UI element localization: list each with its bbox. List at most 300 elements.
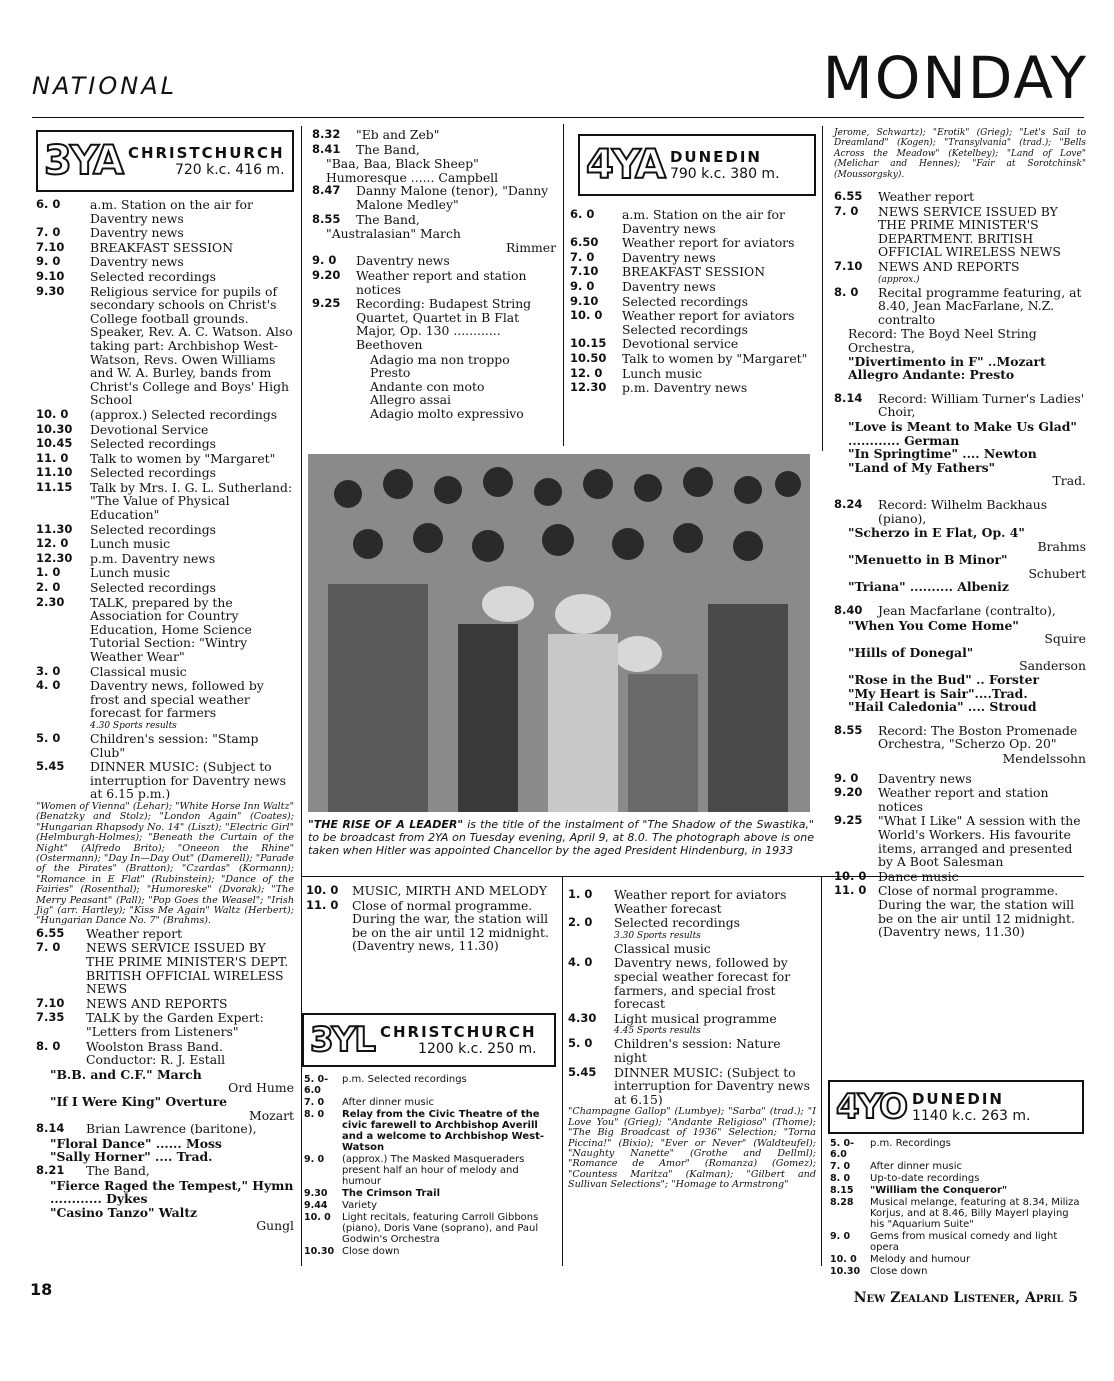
station-call-4ya: 4YA xyxy=(586,142,664,188)
schedule-time: 1. 0 xyxy=(36,565,61,580)
station-city-4ya: DUNEDIN xyxy=(669,148,762,166)
schedule-description: NEWS AND REPORTS xyxy=(86,995,228,1011)
page-number: 18 xyxy=(30,1280,53,1299)
schedule-time: 8. 0 xyxy=(36,1038,61,1053)
schedule-row xyxy=(304,1074,556,1096)
column-divider-2-top xyxy=(563,124,564,446)
schedule-time: 8.28 xyxy=(830,1197,854,1208)
column-divider-3 xyxy=(822,126,823,451)
station-freq-4yo: 1140 k.c. 263 m. xyxy=(911,1108,1031,1124)
composer: Rimmer xyxy=(505,239,556,255)
schedule-row xyxy=(36,665,294,679)
schedule-time: 7.10 xyxy=(36,995,65,1010)
column-divider-3b xyxy=(821,876,822,1266)
schedule-description: Lunch music xyxy=(622,365,703,381)
schedule-description: Lunch music xyxy=(90,565,171,581)
schedule-time: 11.30 xyxy=(36,521,73,536)
schedule-row xyxy=(304,1212,556,1245)
programme-item: "When You Come Home" xyxy=(848,617,1019,633)
schedule-time: 8.21 xyxy=(36,1162,65,1177)
composer: Mendelssohn xyxy=(1002,751,1086,766)
schedule-description: Gems from musical comedy and light opera xyxy=(870,1231,1058,1253)
schedule-time: 10. 0 xyxy=(304,1212,331,1223)
news-photograph xyxy=(308,454,810,812)
schedule-row xyxy=(834,260,1086,274)
schedule-time: 1. 0 xyxy=(568,887,593,901)
schedule-row xyxy=(36,466,294,480)
schedule-row xyxy=(568,931,816,941)
schedule-description: a.m. Station on the air for Daventry news xyxy=(90,197,253,226)
schedule-time: 8. 0 xyxy=(830,1173,851,1184)
schedule-time xyxy=(568,1026,614,1036)
schedule-row xyxy=(312,143,556,157)
schedule-time: 9.30 xyxy=(36,283,65,298)
schedule-description: Variety xyxy=(342,1200,378,1211)
column-divider-2 xyxy=(562,876,563,1266)
schedule-description: Jean Macfarlane (contralto), xyxy=(878,603,1056,619)
schedule-row xyxy=(304,1188,556,1199)
schedule-row xyxy=(830,1161,1084,1172)
schedule-row xyxy=(36,679,294,720)
schedule-time: 7. 0 xyxy=(834,203,859,218)
schedule-description: Classical music xyxy=(90,663,187,679)
schedule-row xyxy=(36,437,294,451)
schedule-description: The Crimson Trail xyxy=(342,1188,441,1199)
schedule-time: 8.14 xyxy=(36,1121,65,1136)
schedule-description: p.m. Daventry news xyxy=(622,380,748,396)
schedule-row xyxy=(36,1164,294,1178)
schedule-time: 10. 0 xyxy=(570,308,603,323)
schedule-row xyxy=(834,275,1086,285)
schedule-row xyxy=(834,205,1086,259)
schedule-time: 9. 0 xyxy=(36,254,61,269)
programme-item: Record: The Boyd Neel String Orchestra, xyxy=(848,326,1037,355)
schedule-time: 5.45 xyxy=(568,1064,597,1079)
schedule-description: 4.45 Sports results xyxy=(614,1026,701,1037)
schedule-time: 5. 0 xyxy=(568,1036,593,1051)
composer: Mozart xyxy=(249,1107,294,1123)
schedule-row xyxy=(36,537,294,551)
schedule-time: 10. 0 xyxy=(36,406,69,421)
schedule-row xyxy=(830,1197,1084,1230)
schedule-time: 2.30 xyxy=(36,594,65,609)
schedule-row xyxy=(36,226,294,240)
caption-title: "THE RISE OF A LEADER" xyxy=(308,818,464,831)
composer: Brahms xyxy=(1037,538,1086,554)
schedule-description: Weather report xyxy=(86,925,183,941)
column-4ya xyxy=(570,208,818,396)
movement-title: Adagio ma non troppo xyxy=(370,351,510,367)
schedule-time: 10.30 xyxy=(304,1246,335,1257)
schedule-row xyxy=(568,1026,816,1036)
schedule-time: 9.44 xyxy=(304,1200,328,1211)
schedule-time: 7.10 xyxy=(834,259,863,273)
programme-item: Allegro Andante: Presto xyxy=(848,367,1015,383)
schedule-description: MUSIC, MIRTH AND MELODY xyxy=(352,883,548,898)
schedule-description: NEWS SERVICE ISSUED BY THE PRIME MINISTER'S DEPT. BRITISH OFFICIAL WIRELESS NEWS xyxy=(86,940,289,997)
schedule-description: Record: The Boston Promenade Orchestra, "Scherzo Op. 20" xyxy=(878,722,1078,752)
schedule-time: 5. 0-6.0 xyxy=(830,1138,855,1160)
schedule-row xyxy=(36,596,294,664)
schedule-time: 9.30 xyxy=(304,1188,328,1199)
schedule-row xyxy=(36,270,294,284)
schedule-description: Light recitals, featuring Carroll Gibbons (piano), Doris Vane (soprano), and Paul Godwin's Orchestra xyxy=(342,1212,539,1245)
schedule-description: NEWS AND REPORTS xyxy=(878,259,1020,274)
schedule-description: Musical melange, featuring at 8.34, Miliza Korjus, and at 8.46, Billy Mayerl playing his "Aquarium Suite" xyxy=(870,1197,1080,1230)
schedule-description: Recording: Budapest String Quartet, Quartet in B Flat Major, Op. 130 ............ Beethoven xyxy=(356,296,532,352)
schedule-row xyxy=(570,367,818,381)
schedule-row xyxy=(570,337,818,351)
schedule-description: 4.30 Sports results xyxy=(90,720,177,731)
schedule-row xyxy=(304,1200,556,1211)
section-label: NATIONAL xyxy=(32,72,177,100)
programme-item: "Hail Caledonia" .... Stroud xyxy=(848,699,1037,715)
composer: Gungl xyxy=(256,1218,294,1234)
schedule-description: Brian Lawrence (baritone), xyxy=(86,1121,257,1137)
header-rule xyxy=(32,117,1084,118)
schedule-row xyxy=(568,1012,816,1026)
schedule-description: (approx.) xyxy=(878,274,920,285)
schedule-time: 8.41 xyxy=(312,141,341,156)
schedule-time: 9. 0 xyxy=(830,1231,851,1242)
programme-item: "Divertimento in F" ..Mozart xyxy=(848,353,1046,369)
programme-item: "In Springtime" .... Newton xyxy=(848,446,1037,462)
schedule-description: Daventry news xyxy=(878,770,972,786)
schedule-description: BREAKFAST SESSION xyxy=(90,239,234,255)
schedule-description: Daventry news xyxy=(622,278,716,294)
schedule-row xyxy=(568,916,816,930)
schedule-row xyxy=(36,241,294,255)
schedule-time: 8. 0 xyxy=(304,1109,325,1120)
schedule-time: 11. 0 xyxy=(36,450,69,465)
column-3ya-continued xyxy=(312,128,556,420)
schedule-description: Weather report and station notices xyxy=(878,785,1049,814)
schedule-time: 7.10 xyxy=(36,239,65,254)
schedule-row xyxy=(312,213,556,227)
programme-item: "Floral Dance" ...... Moss xyxy=(50,1135,222,1151)
schedule-description: Daventry news, followed by frost and special weather forecast for farmers xyxy=(90,678,264,721)
schedule-time: 6.50 xyxy=(570,235,599,250)
schedule-row xyxy=(830,1231,1084,1253)
station-call-4yo: 4YO xyxy=(836,1087,906,1127)
schedule-description: Dance music xyxy=(878,868,959,884)
schedule-description: Relay from the Civic Theatre of the civic farewell to Archbishop Averill and a welcome to Archbishop West-Watson xyxy=(342,1109,545,1153)
schedule-time: 8. 0 xyxy=(834,284,859,299)
schedule-description: Recital programme featuring, at 8.40, Jean MacFarlane, N.Z. contralto xyxy=(878,284,1082,327)
schedule-description: Close down xyxy=(870,1266,928,1277)
schedule-row xyxy=(304,1154,556,1187)
schedule-time: 9.20 xyxy=(834,785,863,800)
column-4yo xyxy=(830,1138,1084,1278)
schedule-description: (approx.) Selected recordings xyxy=(90,406,278,422)
schedule-description: The Band, xyxy=(86,1162,150,1178)
schedule-time: 10.15 xyxy=(570,336,607,351)
schedule-time: 9.25 xyxy=(312,296,341,311)
schedule-row xyxy=(36,581,294,595)
schedule-row xyxy=(312,254,556,268)
column-4ya-evening xyxy=(306,884,556,954)
schedule-description: Woolston Brass Band. Conductor: R. J. Estall xyxy=(86,1038,226,1068)
schedule-row xyxy=(36,1122,294,1136)
schedule-row xyxy=(830,1254,1084,1265)
schedule-row xyxy=(36,927,294,941)
schedule-time xyxy=(834,275,878,285)
schedule-row xyxy=(312,297,556,351)
composer: Sanderson xyxy=(1019,658,1086,674)
schedule-description: "What I Like" A session with the World's Workers. His favourite items, arranged and presented by A Boot Salesman xyxy=(878,813,1081,870)
schedule-time: 8.55 xyxy=(834,722,863,737)
schedule-description: Selected recordings xyxy=(90,465,216,481)
schedule-description: BREAKFAST SESSION xyxy=(622,264,766,280)
schedule-description: TALK by the Garden Expert: "Letters from Listeners" xyxy=(86,1010,264,1039)
schedule-row xyxy=(304,1097,556,1108)
schedule-row xyxy=(36,523,294,537)
schedule-row xyxy=(306,884,556,898)
column-divider-1 xyxy=(301,126,302,1266)
dinner-music-list: "Champagne Gallop" (Lumbye); "Sarba" (trad.); "I Love You" (Grieg); "Andante Religioso" (Thome); "The Big Broadcast of 1936" Selection; "Torna Piccina!" (Bixio); "Ever or Never" (Waldteufel); "Naughty Nanette" (Grothe and Dellml); "Romance de Amor" (Romanza) (Gomez); "Countess Maritza" (Kalman); "Gilbert and Sullivan Selections"; "Homage to Armstrong" xyxy=(568,1106,816,1191)
schedule-description: Danny Malone (tenor), "Danny Malone Medley" xyxy=(356,183,549,212)
schedule-row xyxy=(36,198,294,225)
schedule-row xyxy=(36,423,294,437)
column-4ya-afternoon xyxy=(568,888,816,1191)
schedule-time: 8.32 xyxy=(312,127,341,141)
schedule-row xyxy=(568,888,816,915)
schedule-time: 8.55 xyxy=(312,211,341,226)
schedule-time: 5. 0 xyxy=(36,730,61,745)
schedule-time: 7.10 xyxy=(570,264,599,279)
station-city-3yl: CHRISTCHURCH xyxy=(379,1023,537,1041)
schedule-row xyxy=(570,208,818,235)
schedule-time: 9.20 xyxy=(312,267,341,282)
schedule-description: Devotional service xyxy=(622,336,739,352)
schedule-row xyxy=(36,1040,294,1067)
programme-item: "Australasian" March xyxy=(326,226,461,242)
schedule-description: p.m. Selected recordings xyxy=(342,1074,467,1085)
station-city-3ya: CHRISTCHURCH xyxy=(127,144,285,162)
schedule-time: 3. 0 xyxy=(36,663,61,678)
column-3ya xyxy=(36,198,294,1233)
schedule-time: 10. 0 xyxy=(830,1254,857,1265)
station-freq-3yl: 1200 k.c. 250 m. xyxy=(418,1041,537,1057)
schedule-description: Light musical programme xyxy=(614,1010,777,1026)
movement-title: Andante con moto xyxy=(370,378,485,394)
schedule-time: 7. 0 xyxy=(36,225,61,240)
schedule-row xyxy=(568,1037,816,1064)
schedule-description: Selected recordings xyxy=(90,580,216,596)
schedule-row xyxy=(306,899,556,953)
schedule-time: 8.24 xyxy=(834,496,863,511)
caption-text: is the title of the instalment of "The Shadow of the Swastika," to be broadcast from 2YA on Tuesday evening, April 9, at 8.0. The photograph above is one taken when Hitler was appointed Chancellor by the aged President Hindenburg, in 1933 xyxy=(308,818,814,857)
schedule-row xyxy=(830,1173,1084,1184)
photo-caption xyxy=(308,818,814,857)
schedule-time: 6. 0 xyxy=(570,207,595,221)
station-logo-4yo xyxy=(828,1080,1084,1134)
schedule-time: 11. 0 xyxy=(834,883,867,898)
movement-title: Adagio molto expressivo xyxy=(370,405,524,421)
schedule-description: Talk by Mrs. I. G. L. Sutherland: "The Value of Physical Education" xyxy=(90,479,293,523)
schedule-description: DINNER MUSIC: (Subject to interruption for Daventry news at 6.15) xyxy=(614,1064,810,1107)
schedule-row xyxy=(570,352,818,366)
schedule-row xyxy=(304,1246,556,1257)
schedule-description: DINNER MUSIC: (Subject to interruption for Daventry news at 6.15 p.m.) xyxy=(90,759,286,802)
schedule-row xyxy=(568,1066,816,1107)
schedule-time: 8.40 xyxy=(834,603,863,618)
schedule-description: Selected recordings xyxy=(90,436,216,452)
schedule-description: NEWS SERVICE ISSUED BY THE PRIME MINISTER'S DEPARTMENT. BRITISH OFFICIAL WIRELESS NEWS xyxy=(878,203,1061,260)
schedule-row xyxy=(304,1109,556,1153)
schedule-description: a.m. Station on the air for Daventry news xyxy=(622,207,785,236)
schedule-row xyxy=(830,1266,1084,1277)
schedule-row xyxy=(834,604,1086,618)
schedule-description: TALK, prepared by the Association for Country Education, Home Science Tutorial Section: "Wintry Weather Wear" xyxy=(90,594,252,664)
schedule-description: Weather report xyxy=(878,189,975,205)
programme-item: "Land of My Fathers" xyxy=(848,459,996,475)
schedule-description: Selected recordings xyxy=(614,915,740,931)
programme-item: "B.B. and C.F." March xyxy=(50,1066,202,1082)
schedule-row xyxy=(570,309,818,336)
schedule-description: "William the Conqueror" xyxy=(870,1185,1008,1196)
schedule-row xyxy=(570,265,818,279)
schedule-row xyxy=(36,941,294,995)
schedule-time: 7. 0 xyxy=(304,1097,325,1108)
schedule-time: 10.30 xyxy=(830,1266,861,1277)
schedule-description: Weather report for aviators Weather forecast xyxy=(614,887,787,916)
page-title: MONDAY xyxy=(822,44,1088,112)
schedule-row xyxy=(36,552,294,566)
schedule-time: 4. 0 xyxy=(36,678,61,693)
programme-item: "My Heart is Sair"....Trad. xyxy=(848,685,1028,701)
schedule-time: 10.50 xyxy=(570,350,607,365)
schedule-description: Selected recordings xyxy=(90,268,216,284)
station-logo-3ya xyxy=(36,130,294,192)
schedule-row xyxy=(36,481,294,522)
schedule-row xyxy=(834,814,1086,868)
schedule-row xyxy=(834,724,1086,751)
schedule-row xyxy=(834,286,1086,327)
schedule-row xyxy=(36,452,294,466)
schedule-row xyxy=(830,1185,1084,1196)
schedule-time: 8.15 xyxy=(830,1185,854,1196)
schedule-time: 11.10 xyxy=(36,465,73,480)
schedule-time: 9. 0 xyxy=(570,278,595,293)
schedule-description: After dinner music xyxy=(870,1161,963,1172)
schedule-row xyxy=(36,760,294,801)
movement-title: Allegro assai xyxy=(370,392,451,408)
schedule-row xyxy=(36,997,294,1011)
schedule-description: Talk to women by "Margaret" xyxy=(90,450,276,466)
schedule-row xyxy=(568,956,816,1010)
schedule-description: Daventry news xyxy=(90,225,184,241)
schedule-row xyxy=(570,381,818,395)
schedule-time: 9. 0 xyxy=(312,253,337,268)
station-call-3ya: 3YA xyxy=(44,138,122,184)
composer: Squire xyxy=(1044,631,1086,647)
schedule-time: 12. 0 xyxy=(570,365,603,380)
schedule-row xyxy=(834,786,1086,813)
schedule-time: 7. 0 xyxy=(36,940,61,955)
schedule-row xyxy=(570,236,818,250)
schedule-time: 5. 0-6.0 xyxy=(304,1074,329,1096)
schedule-time xyxy=(568,942,614,956)
schedule-row xyxy=(36,566,294,580)
schedule-time: 10.45 xyxy=(36,436,73,451)
schedule-description: Weather report for aviators xyxy=(622,235,795,251)
schedule-description: Classical music xyxy=(614,940,711,956)
schedule-row xyxy=(834,884,1086,938)
programme-item: "Hills of Donegal" xyxy=(848,644,974,660)
programme-item: "Fierce Raged the Tempest," Hymn ............ Dykes xyxy=(50,1177,294,1207)
programme-item: "Rose in the Bud" .. Forster xyxy=(848,672,1040,688)
schedule-description: Up-to-date recordings xyxy=(870,1173,980,1184)
schedule-description: (approx.) The Masked Masqueraders present half an hour of melody and humour xyxy=(342,1154,525,1187)
schedule-time: 8.47 xyxy=(312,183,341,198)
schedule-description: Daventry news, followed by special weather forecast for farmers, and special frost forecast xyxy=(614,955,791,1012)
publication-footer: New Zealand Listener, April 5 xyxy=(853,1290,1078,1306)
schedule-description: "Eb and Zeb" xyxy=(356,127,440,142)
schedule-time: 9. 0 xyxy=(304,1154,325,1165)
schedule-time: 9.10 xyxy=(570,293,599,308)
schedule-row xyxy=(570,251,818,265)
schedule-description: The Band, xyxy=(356,141,420,157)
schedule-time: 9.10 xyxy=(36,268,65,283)
station-logo-3yl xyxy=(302,1013,556,1067)
schedule-row xyxy=(834,772,1086,786)
schedule-description: Close down xyxy=(342,1246,400,1257)
schedule-time: 11.15 xyxy=(36,479,73,494)
station-call-3yl: 3YL xyxy=(310,1020,374,1060)
schedule-row xyxy=(834,870,1086,884)
crowd-photo-illustration xyxy=(308,454,810,812)
schedule-time: 9. 0 xyxy=(834,770,859,785)
schedule-row xyxy=(36,255,294,269)
schedule-time: 6.55 xyxy=(36,925,65,940)
schedule-time: 12.30 xyxy=(570,380,607,395)
schedule-row xyxy=(570,295,818,309)
schedule-row xyxy=(830,1138,1084,1160)
programme-item: "Triana" .......... Albeniz xyxy=(848,579,1009,595)
schedule-description: Melody and humour xyxy=(870,1254,971,1265)
schedule-row xyxy=(36,408,294,422)
schedule-time: 12.30 xyxy=(36,550,73,565)
schedule-description: Daventry news xyxy=(622,249,716,265)
schedule-time: 7. 0 xyxy=(570,249,595,264)
dinner-music-list: "Women of Vienna" (Lehar); "White Horse Inn Waltz" (Benatzky and Stolz); "London Again" (Coates); "Hungarian Rhapsody No. 14" (Liszt); "Electric Girl" (Helmburgh-Holmes); "Beneath the Curtain of the Night" (Alfredo Brito); "Oneeon the Rhine" (Ostermann); "Day In—Day Out" (Damerell); "Parade of the Pirates" (Bratton); "Czardas" (Kormann); "Romance in E Flat" (Rubinstein); "Dance of the Fairies" (Rosenthal); "Humoreske" (Dvorak); "The Merry Peasant" (Pall); "Pop Goes the Weasel"; "Irish Jig" (arr. Hartley); "Kiss Me Again" Waltz (Herbert); "Hungarian Dance No. 7" (Brahms). xyxy=(36,800,294,927)
station-logo-4ya xyxy=(578,134,816,196)
schedule-description: The Band, xyxy=(356,211,420,227)
schedule-row xyxy=(834,498,1086,525)
movement-title: Presto xyxy=(370,365,411,381)
schedule-row xyxy=(36,732,294,759)
schedule-description: Weather report for aviators Selected recordings xyxy=(622,308,795,337)
schedule-row xyxy=(36,285,294,407)
schedule-time xyxy=(36,721,90,731)
schedule-description: Lunch music xyxy=(90,536,171,552)
schedule-time: 12. 0 xyxy=(36,536,69,551)
schedule-time: 4. 0 xyxy=(568,955,593,970)
schedule-time: 2. 0 xyxy=(568,915,593,930)
schedule-description: 3.30 Sports results xyxy=(614,930,701,941)
station-freq-4ya: 790 k.c. 380 m. xyxy=(669,166,780,182)
schedule-description: Children's session: Nature night xyxy=(614,1036,781,1065)
schedule-description: Record: Wilhelm Backhaus (piano), xyxy=(878,496,1048,526)
schedule-description: Close of normal programme. During the war, the station will be on the air until 12 midnight. (Daventry news, 11.30) xyxy=(352,897,549,954)
dinner-music-list: Jerome, Schwartz); "Erotik" (Grieg); "Let's Sail to Dreamland" (Kogen); "Transylvania" (trad.); "Bells Across the Meadow" (Ketelbey); "Land of Love" (Melichar and Hennes); "Fair at Sorotchinsk" (Moussorgsky). xyxy=(834,128,1086,180)
programme-item: "If I Were King" Overture xyxy=(50,1093,227,1109)
schedule-row xyxy=(570,280,818,294)
schedule-time: 2. 0 xyxy=(36,580,61,595)
schedule-description: Record: William Turner's Ladies' Choir, xyxy=(878,390,1085,420)
schedule-time: 7. 0 xyxy=(830,1161,851,1172)
